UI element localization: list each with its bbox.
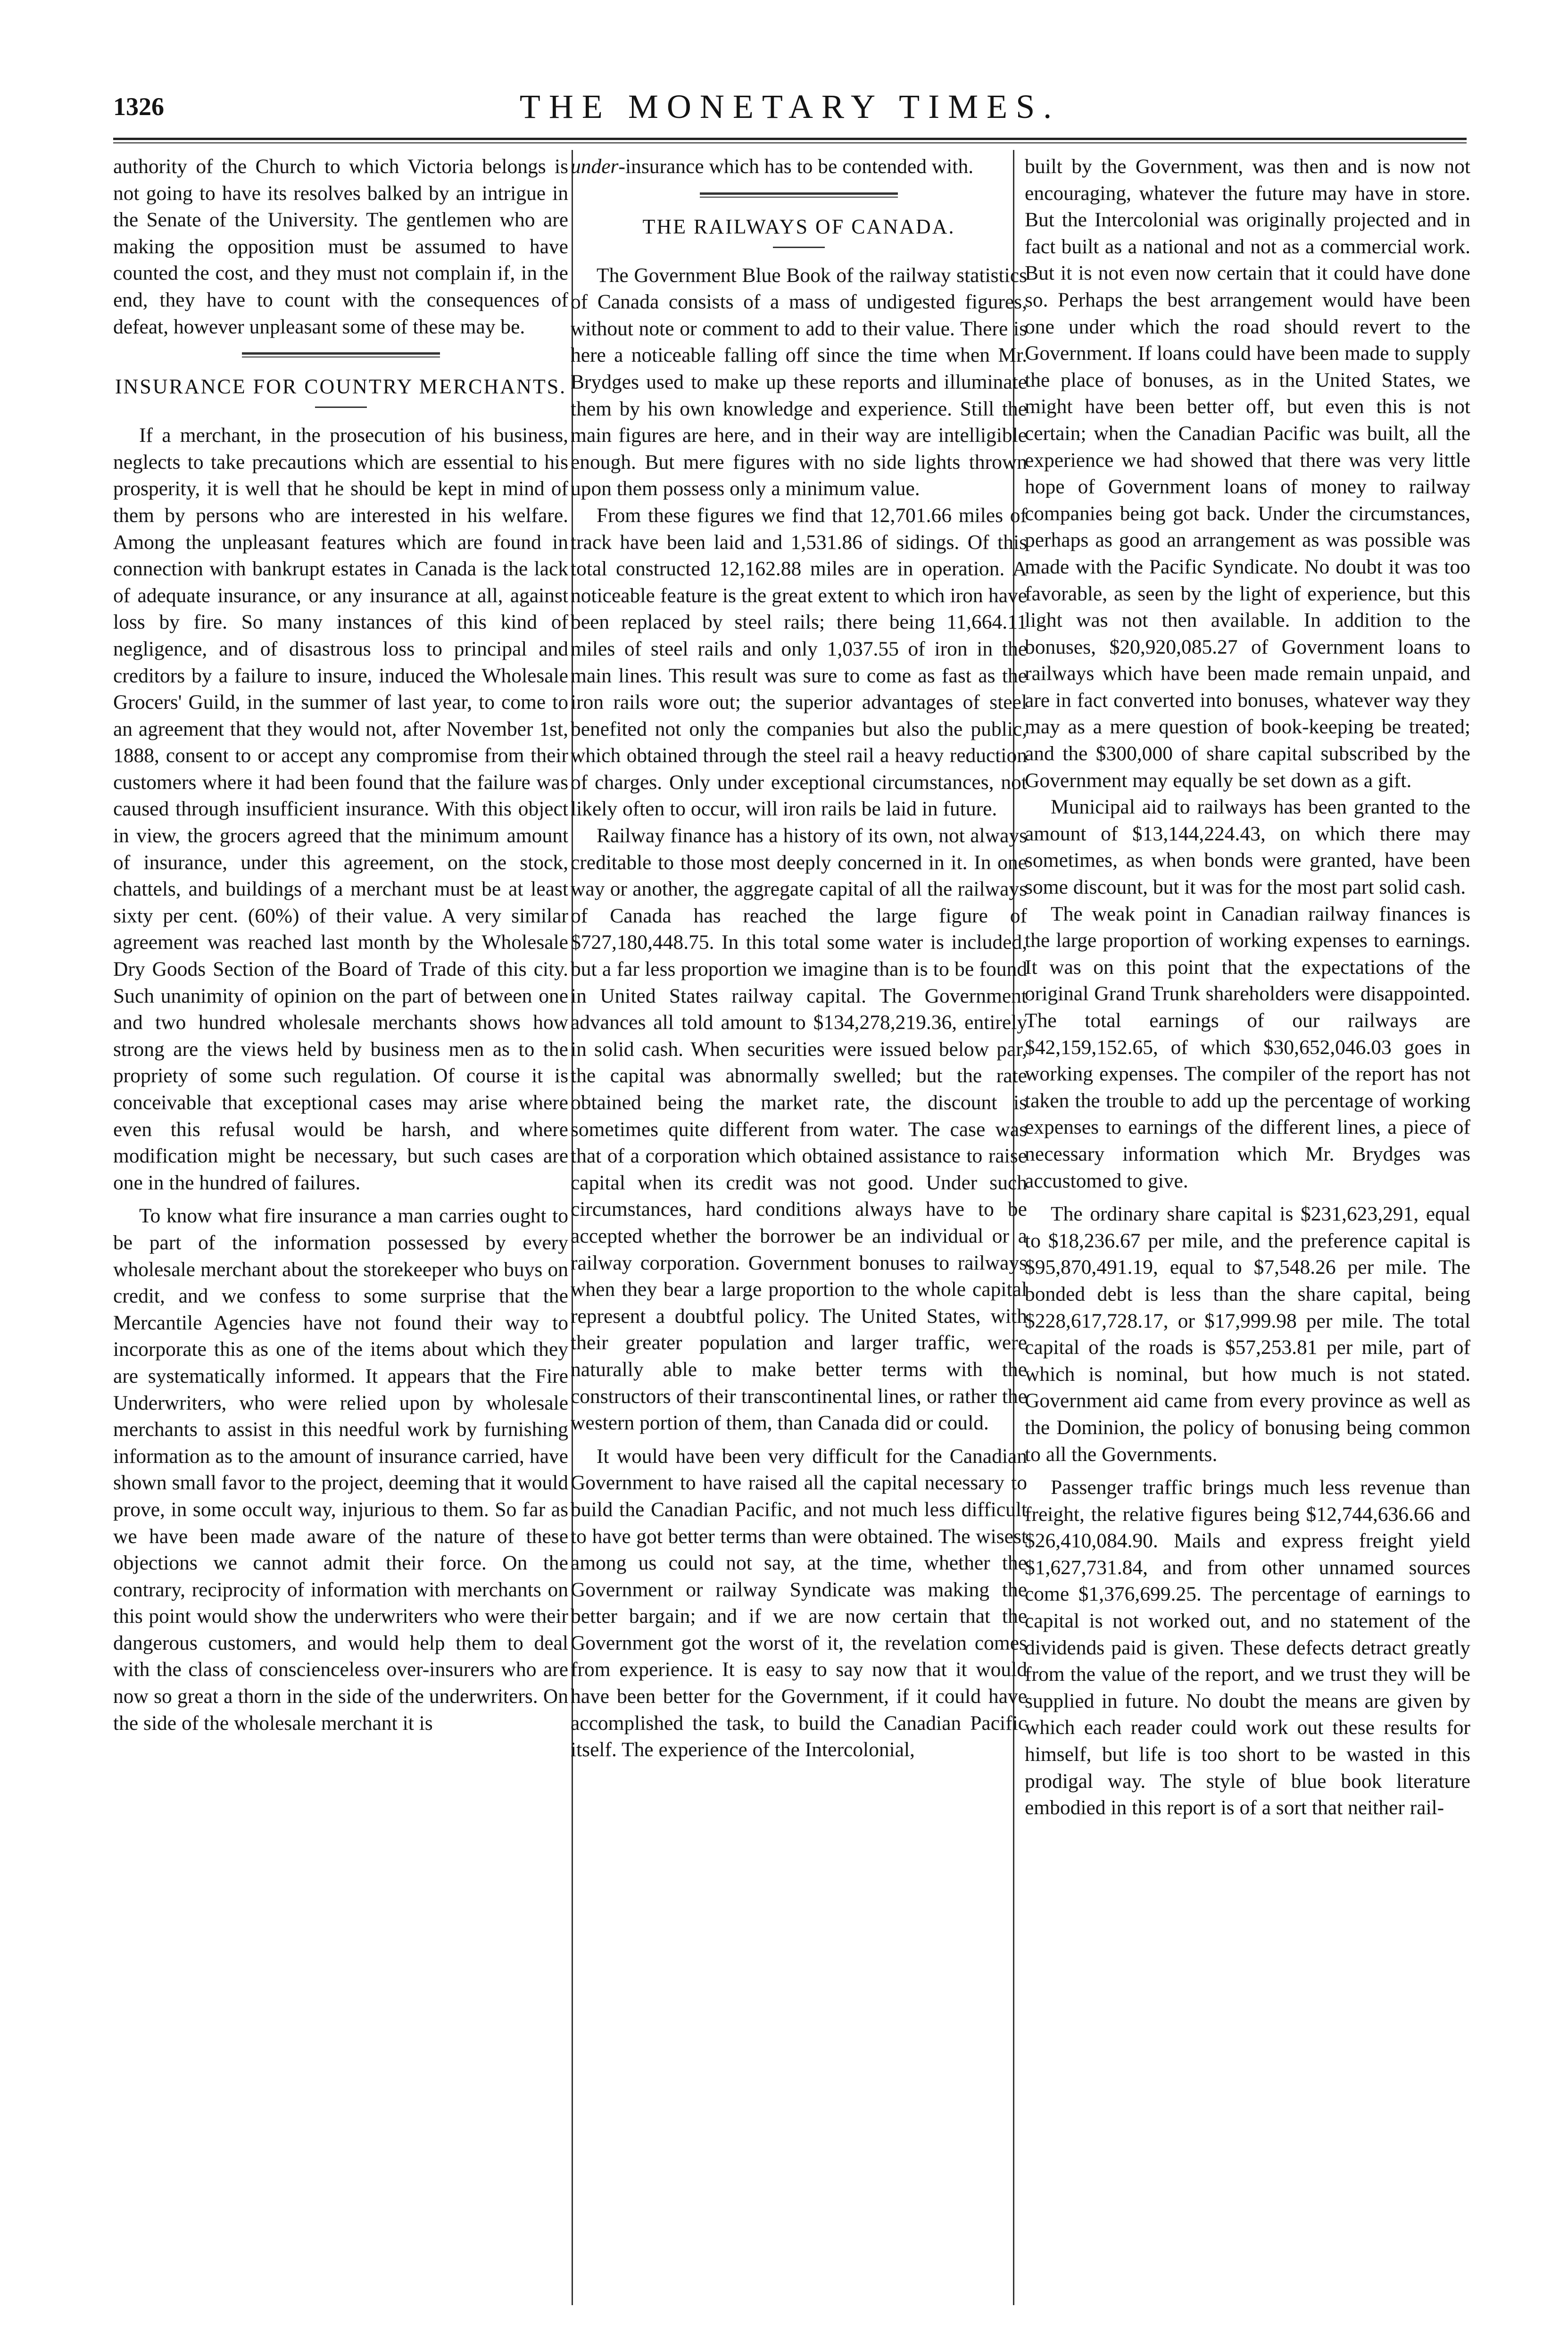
header-rule-thin xyxy=(113,142,1467,143)
article-paragraph: The ordinary share capital is $231,623,291, equal to $18,236.67 per mile, and the preference capital is $95,870,491.19, equal to $7,548.26 per mile. The bonded debt is less than the share capital, being $228,617,728.17, or $17,999.98 per mile. The total capital of the roads is $57,253.81 per mile, part of which is nominal, but how much is not stated. Government aid came from every province as well as the Dominion, the policy of bonusing being common to all the Governments. xyxy=(1025,1203,1470,1466)
article-continuation xyxy=(571,153,1027,180)
heading-rule xyxy=(315,407,367,408)
article-paragraph: The Government Blue Book of the railway statistics of Canada consists of a mass of undigested figures, without note or comment to add to their value. There is here a noticeable falling off since the time when Mr. Brydges used to make up these reports and illuminate them by his own knowledge and experience. Still the main figures are here, and in their way are intelligible enough. But mere figures with no side lights thrown upon them possess only a minimum value. xyxy=(571,264,1027,500)
column-1 xyxy=(113,153,577,2304)
article-paragraph: To know what fire insurance a man carries ought to be part of the information possessed by every wholesale merchant about the storekeeper who buys on credit, and we confess to some surprise that the Mercantile Agencies have not found their way to incorporate this as one of the items about which they are systematically informed. It appears that the Fire Underwriters, who were relied upon by wholesale merchants to assist in this needful work by furnishing information as to the amount of insurance carried, have shown small favor to the project, deeming that it would prove, in some occult way, injurious to them. So far as we have been made aware of the nature of these objections we cannot admit their force. On the contrary, reciprocity of information with merchants on this point would show the underwriters who were their dangerous customers, and would help them to deal with the class of conscienceless over-insurers who are now so great a thorn in the side of the underwriters. On the side of the wholesale merchant it is xyxy=(113,1204,568,1735)
continuation-text: -insurance which has to be contended with. xyxy=(618,155,974,178)
column-2 xyxy=(562,153,1031,2304)
article-continuation: authority of the Church to which Victoria belongs is not going to have its resolves balked by an intrigue in the Senate of the University. The gentlemen who are making the opposition must be assumed to have counted the cost, and they must not complain if, in the end, they have to count with the consequences of defeat, however unpleasant some of these may be. xyxy=(113,155,568,338)
heading-rule xyxy=(773,247,825,248)
article-heading: INSURANCE FOR COUNTRY MERCHANTS. xyxy=(115,375,567,398)
article-paragraph: The weak point in Canadian railway finances is the large proportion of working expenses to earnings. It was on this point that the expectations of the original Grand Trunk shareholders were disappointed. The total earnings of our railways are $42,159,152.65, of which $30,652,046.03 goes in working expenses. The compiler of the report has not taken the trouble to add up the percentage of working expenses to earnings of the different lines, a piece of necessary information which Mr. Brydges was accustomed to give. xyxy=(1025,902,1470,1192)
page-number: 1326 xyxy=(113,92,164,121)
article-paragraph: built by the Government, was then and is now not encouraging, whatever the future may have in store. But the Intercolonial was originally projected and in fact built as a national and not as a commercial work. But it is not even now certain that it could have done so. Perhaps the best arrangement would have been one under which the road should revert to the Government. If loans could have been made to supply the place of bonuses, as in the United States, we might have been better off, but even this is not certain; when the Canadian Pacific was built, all the experience we had showed that there was very little hope of Government loans of money to railway companies being got back. Under the circumstances, perhaps as good an arrangement as was possible was made with the Pacific Syndicate. No doubt it was too favorable, as seen by the light of experience, but this light was not then available. In addition to the bonuses, $20,920,085.27 of Government loans to railways which have been made remain unpaid, and are in fact converted into bonuses, whatever way they may as a mere question of book-keeping be treated; and the $300,000 of share capital subscribed by the Government may equally be set down as a gift. xyxy=(1025,155,1470,792)
section-separator xyxy=(242,352,440,358)
section-separator xyxy=(700,192,898,199)
page-header xyxy=(113,83,1467,130)
article-heading: THE RAILWAYS OF CANADA. xyxy=(642,215,955,238)
emphasis-word: under xyxy=(571,155,619,178)
article-paragraph: If a merchant, in the prosecution of his business, neglects to take precautions which are essential to his prosperity, it is well that he should be kept in mind of them by persons who are interested in his welfare. Among the unpleasant features which are found in connection with bankrupt estates in Canada is the lack of adequate insurance, or any insurance at all, against loss by fire. So many instances of this kind of negligence, and of disastrous loss to principal and creditors by a failure to insure, induced the Wholesale Grocers' Guild, in the summer of last year, to come to an agreement that they would not, after November 1st, 1888, consent to or accept any compromise from their customers where it had been found that the failure was caused through insufficient insurance. With this object in view, the grocers agreed that the minimum amount of insurance, under this agreement, on the stock, chattels, and buildings of a merchant must be at least sixty per cent. (60%) of their value. A very similar agreement was reached last month by the Wholesale Dry Goods Section of the Board of Trade of this city. Such unanimity of opinion on the part of between one and two hundred wholesale merchants shows how strong are the views held by business men as to the propriety of some such regulation. Of course it is conceivable that exceptional cases may arise where even this refusal would be harsh, and where modification might be necessary, but such cases are one in the hundred of failures. xyxy=(113,424,568,1194)
article-paragraph: Passenger traffic brings much less revenue than freight, the relative figures being $12,744,636.66 and $26,410,084.90. Mails and express freight yield $1,627,731.84, and from other unnamed sources come $1,376,699.25. The percentage of earnings to capital is not worked out, and no statement of the dividends paid is given. These defects detract greatly from the value of the report, and we trust they will be supplied in future. No doubt the means are given by which each reader could work out these results for himself, but life is too short to be wasted in this prodigal way. The style of blue book literature embodied in this report is of a sort that neither rail- xyxy=(1025,1476,1470,1819)
column-3 xyxy=(1021,153,1470,2304)
article-paragraph: Railway finance has a history of its own, not always creditable to those most deeply concerned in it. In one way or another, the aggregate capital of all the railways of Canada has reached the large figure of $727,180,448.75. In this total some water is included, but a far less proportion we imagine than is to be found in United States railway capital. The Government advances all told amount to $134,278,219.36, entirely in solid cash. When securities were issued below par, the capital was abnormally swelled; but the rate obtained being the market rate, the discount is sometimes quite different from water. The case was that of a corporation which obtained assistance to raise capital when its credit was not good. Under such circumstances, hard conditions always have to be accepted whether the borrower be an individual or a railway corporation. Government bonuses to railways when they bear a large proportion to the whole capital represent a doubtful policy. The United States, with their greater population and larger traffic, were naturally able to make better terms with the constructors of their transcontinental lines, or rather the western portion of them, than Canada did or could. xyxy=(571,824,1027,1435)
masthead-title: THE MONETARY TIMES. xyxy=(519,88,1061,125)
header-rule xyxy=(113,138,1467,140)
article-paragraph: It would have been very difficult for the Canadian Government to have raised all the capital necessary to build the Canadian Pacific, and not much less difficult to have got better terms than were obtained. The wisest among us could not say, at the time, whether the Government or railway Syndicate was making the better bargain; and if we are now certain that the Government got the worst of it, the revelation comes from experience. It is easy to say now that it would have been better for the Government, if it could have accomplished the task, to build the Canadian Pacific itself. The experience of the Intercolonial, xyxy=(571,1444,1027,1761)
article-paragraph: Municipal aid to railways has been granted to the amount of $13,144,224.43, on which there may sometimes, as when bonds were granted, have been some discount, but it was for the most part solid cash. xyxy=(1025,796,1470,899)
article-paragraph: From these figures we find that 12,701.66 miles of track have been laid and 1,531.86 of sidings. Of this total constructed 12,162.88 miles are in operation. A noticeable feature is the great extent to which iron have been replaced by steel rails; there being 11,664.11 miles of steel rails and only 1,037.55 of iron in the main lines. This result was sure to come as fast as the iron rails wore out; the superior advantages of steel benefited not only the companies but also the public, which obtained through the steel rail a heavy reduction of charges. Only under exceptional circumstances, not likely often to occur, will iron rails be laid in future. xyxy=(571,504,1027,821)
